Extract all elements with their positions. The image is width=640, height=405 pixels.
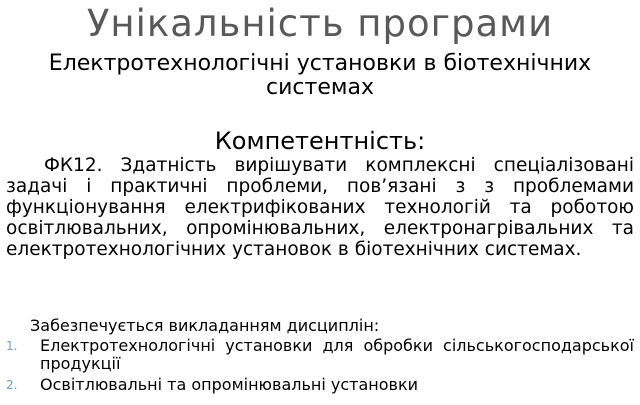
disciplines-intro: Забезпечується викладанням дисциплін: (30, 316, 380, 335)
competence-text: ФК12. Здатність вирішувати комплексні спеціалізовані задачі і практичні проблеми, пов’язані з з проблемами функціонування електрифікованих технологій та роботою освітлювальних, опромінювальних, електронагрівальних та електротехнологічних установок в біотехнічних системах. (6, 155, 634, 260)
list-number: 2. (6, 378, 18, 392)
slide-title: Унікальність програми (86, 2, 554, 45)
list-number: 1. (6, 339, 18, 353)
discipline-list-item (6, 376, 634, 394)
slide-subtitle: Електротехнологічні установки в біотехнічних системах (48, 51, 592, 100)
discipline-name: Освітлювальні та опромінювальні установки (40, 375, 419, 394)
discipline-list-item (6, 337, 634, 373)
competence-heading: Компетентність: (214, 127, 426, 155)
discipline-name: Електротехнологічні установки для обробки сільськогосподарської продукції (40, 336, 634, 373)
